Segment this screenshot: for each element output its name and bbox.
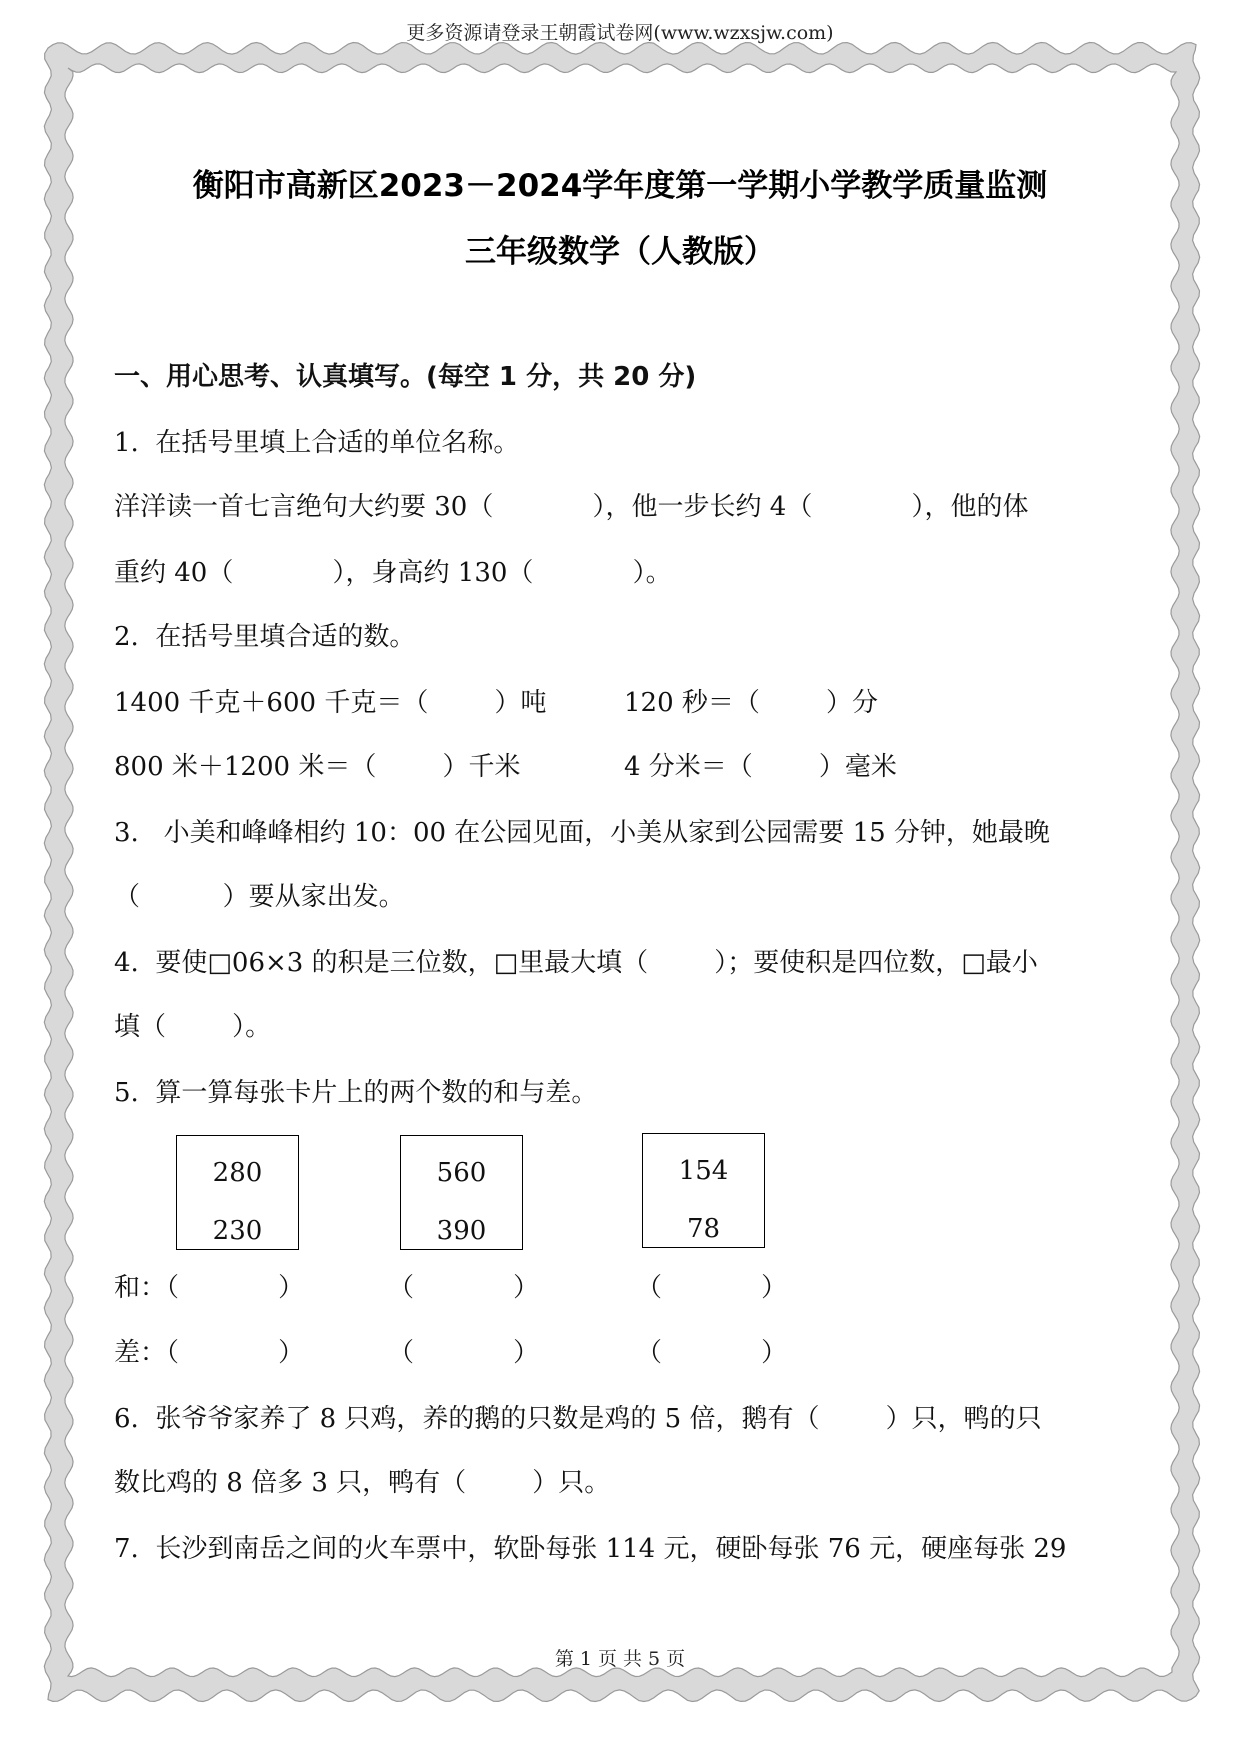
q1-line2: 重约 40（ ），身高约 130（ ）。 (114, 558, 672, 588)
q5-diff-blank-3: （ ） (636, 1338, 788, 1368)
q3-line1: 3. 小美和峰峰相约 10：00 在公园见面，小美从家到公园需要 15 分钟，她最晚 (114, 818, 1050, 848)
q4-line1: 4. 要使□06×3 的积是三位数，□里最大填（ ）；要使积是四位数，□最小 (114, 948, 1038, 978)
q5-stem: 5. 算一算每张卡片上的两个数的和与差。 (114, 1078, 598, 1108)
q4-line2: 填（ ）。 (114, 1012, 272, 1042)
section-heading-fill-blanks: 一、用心思考、认真填写。(每空 1 分，共 20 分) (114, 362, 697, 392)
q6-line2: 数比鸡的 8 倍多 3 只，鸭有（ ）只。 (114, 1468, 611, 1498)
q2-row1-left: 1400 千克＋600 千克＝（ ）吨 (114, 688, 547, 718)
card-2-top-number: 560 (436, 1158, 487, 1188)
q5-sum-label: 和：（ ） (114, 1273, 305, 1303)
number-card-1 (176, 1135, 299, 1250)
card-1-top-number: 280 (212, 1158, 263, 1188)
q2-row2-right: 4 分米＝（ ）毫米 (624, 752, 897, 782)
card-3-top-number: 154 (678, 1156, 729, 1186)
q2-stem: 2. 在括号里填合适的数。 (114, 622, 416, 652)
q5-sum-blank-3: （ ） (636, 1273, 788, 1303)
exam-title-line1: 衡阳市高新区2023－2024学年度第一学期小学教学质量监测 (192, 168, 1048, 204)
exam-title-line2: 三年级数学（人教版） (465, 234, 775, 270)
q1-stem: 1. 在括号里填上合适的单位名称。 (114, 428, 520, 458)
q3-line2: （ ）要从家出发。 (114, 882, 405, 912)
q5-sum-blank-2: （ ） (388, 1273, 540, 1303)
card-3-bottom-number: 78 (686, 1214, 721, 1244)
card-1-bottom-number: 230 (212, 1216, 263, 1246)
header-source-note: 更多资源请登录王朝霞试卷网(www.wzxsjw.com) (406, 22, 834, 44)
number-card-2 (400, 1135, 523, 1250)
number-card-3 (642, 1133, 765, 1248)
q1-line1: 洋洋读一首七言绝句大约要 30（ ），他一步长约 4（ ），他的体 (114, 492, 1029, 522)
q6-line1: 6. 张爷爷家养了 8 只鸡，养的鹅的只数是鸡的 5 倍，鹅有（ ）只，鸭的只 (114, 1404, 1042, 1434)
card-2-bottom-number: 390 (436, 1216, 487, 1246)
q5-diff-blank-2: （ ） (388, 1338, 540, 1368)
q2-row1-right: 120 秒＝（ ）分 (624, 688, 879, 718)
q5-diff-label: 差：（ ） (114, 1338, 305, 1368)
page-number-footer: 第 1 页 共 5 页 (554, 1648, 686, 1670)
q7-line1: 7. 长沙到南岳之间的火车票中，软卧每张 114 元，硬卧每张 76 元，硬座每张 29 (114, 1534, 1067, 1564)
q2-row2-left: 800 米＋1200 米＝（ ）千米 (114, 752, 521, 782)
